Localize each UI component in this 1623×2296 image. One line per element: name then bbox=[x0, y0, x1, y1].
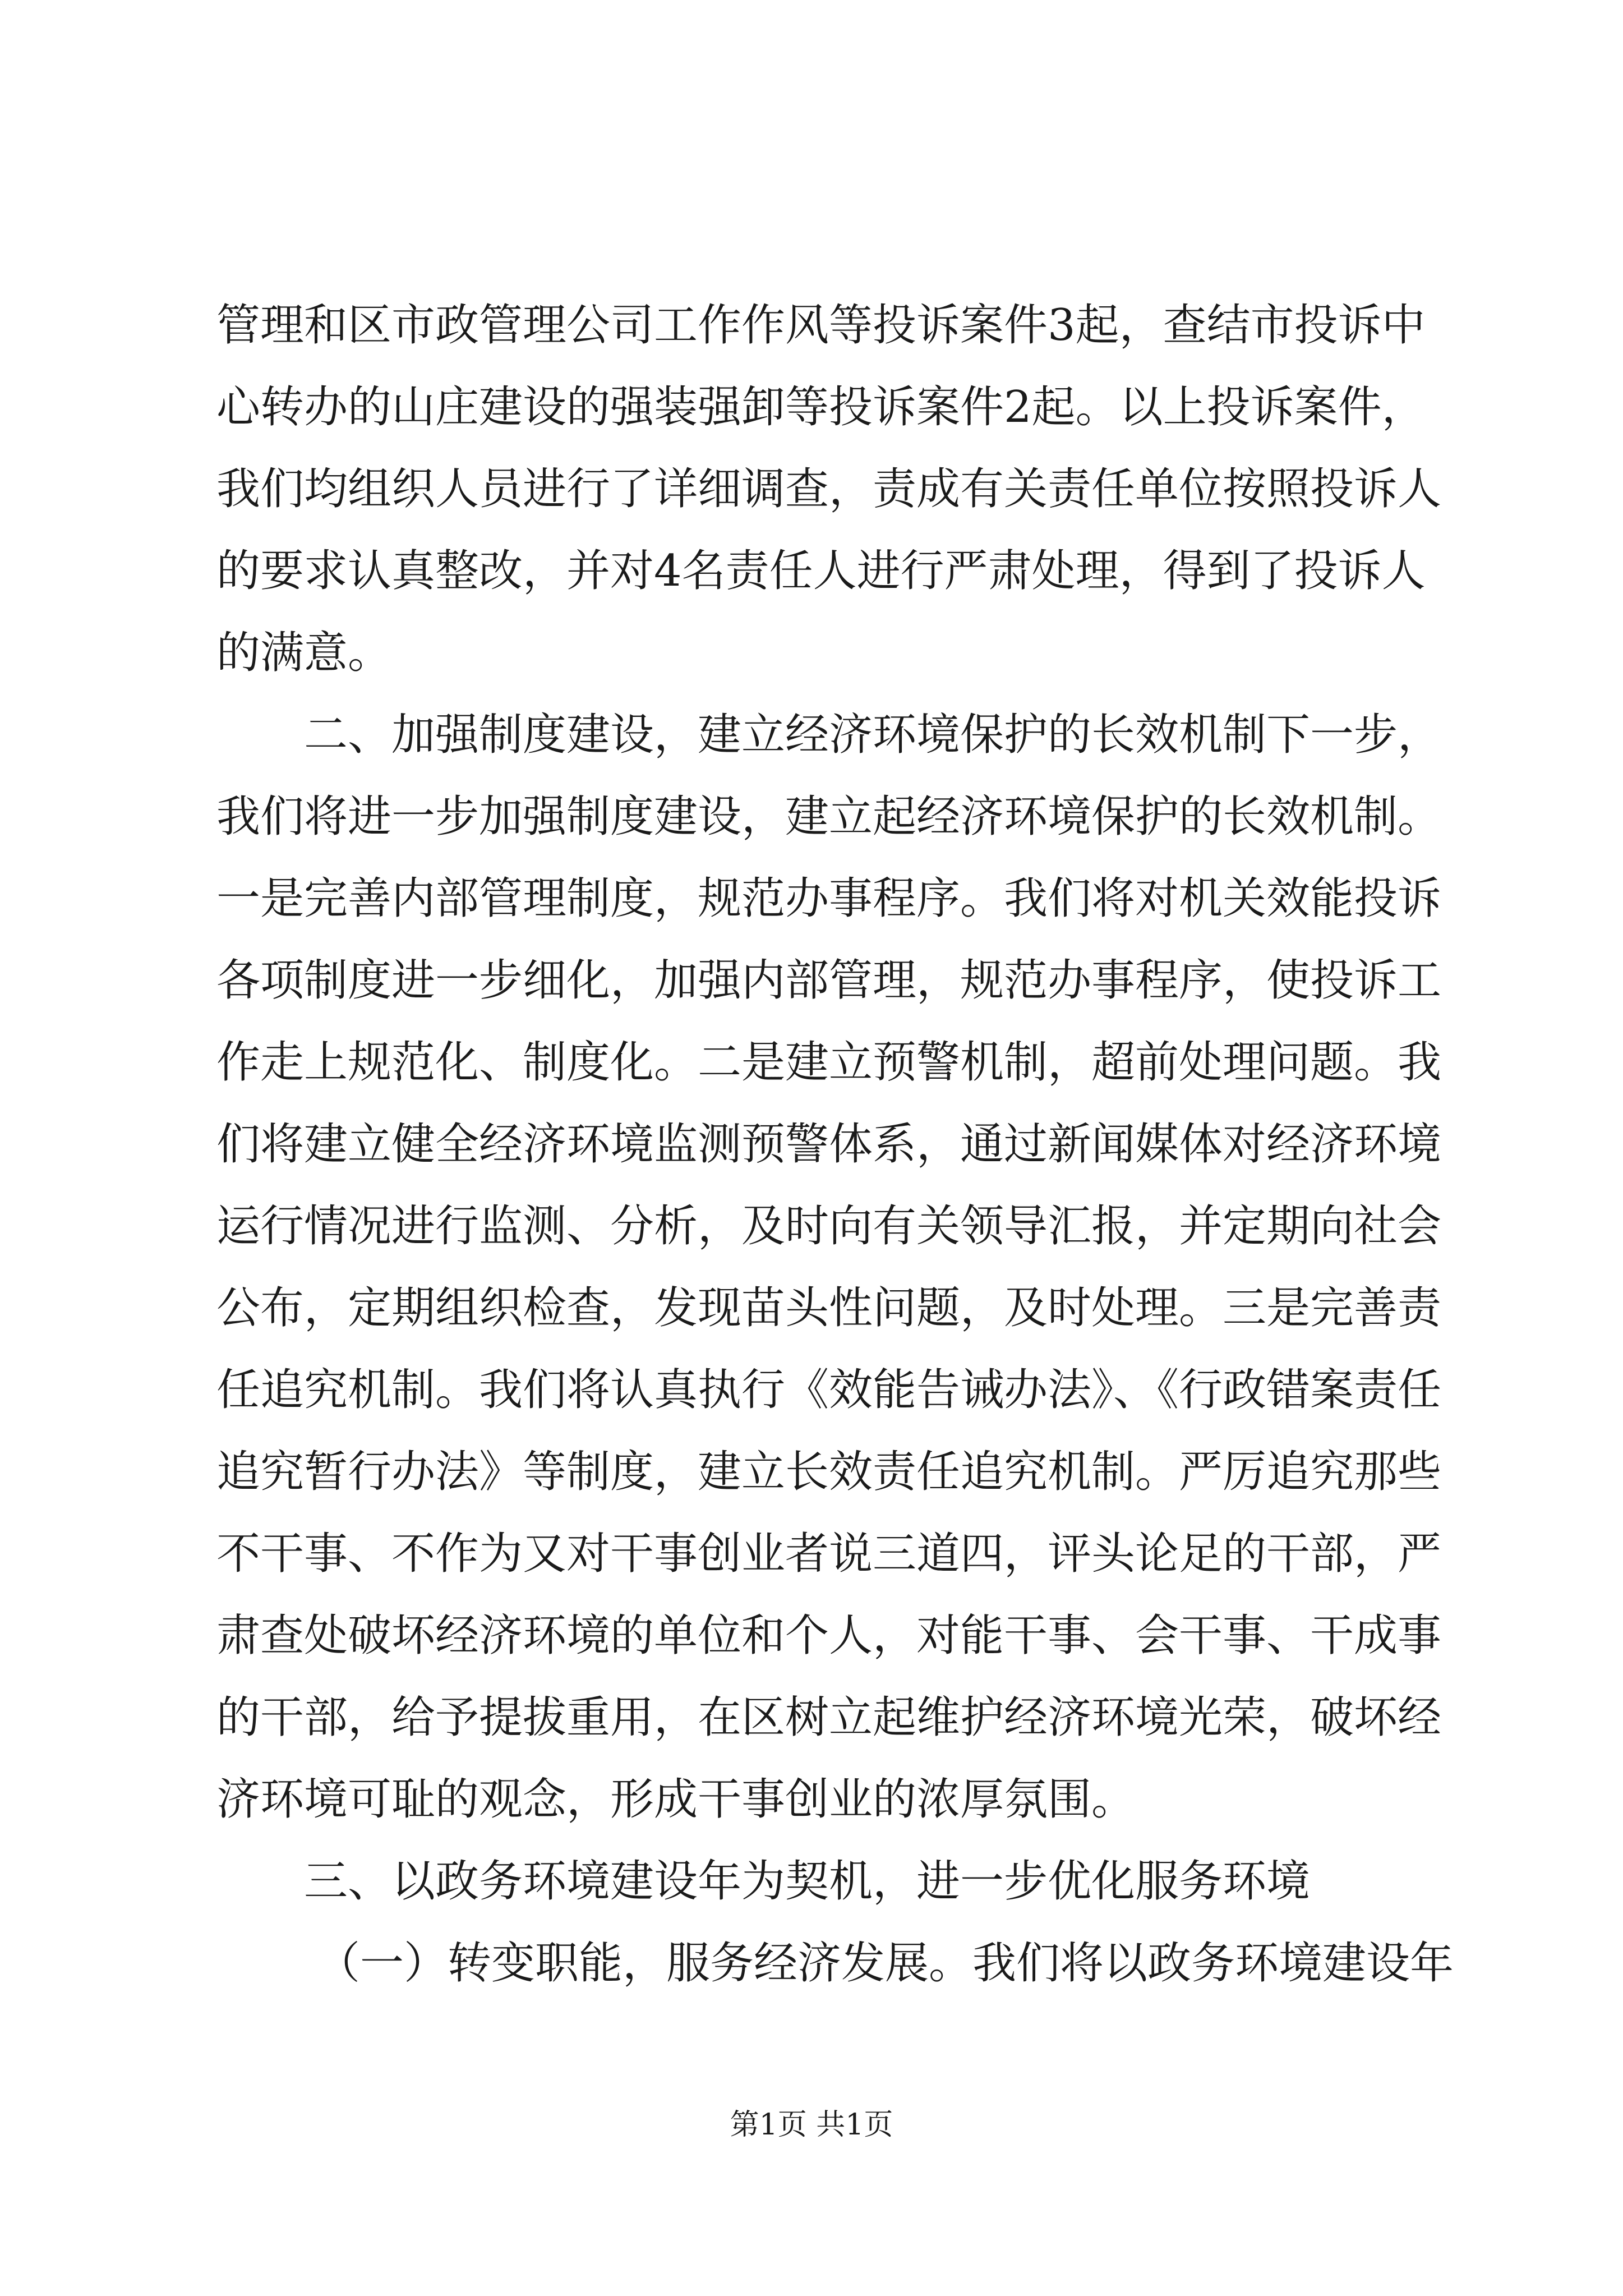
text-line: 的干部，给予提拔重用，在区树立起维护经济环境光荣，破坏经 bbox=[216, 1692, 1442, 1743]
text-line: 的满意。 bbox=[216, 628, 392, 678]
page-number: 第1页 共1页 bbox=[730, 2108, 893, 2142]
text-line: 的要求认真整改，并对4名责任人进行严肃处理，得到了投诉人 bbox=[216, 546, 1426, 596]
text-line: 各项制度进一步细化，加强内部管理，规范办事程序，使投诉工 bbox=[216, 955, 1442, 1006]
subsection-heading-1: （一）转变职能，服务经济发展。我们将以政务环境建设年 bbox=[316, 1938, 1454, 1989]
text-line: 济环境可耻的观念，形成干事创业的浓厚氛围。 bbox=[216, 1774, 1136, 1825]
text-line: 们将建立健全经济环境监测预警体系，通过新闻媒体对经济环境 bbox=[216, 1119, 1442, 1170]
text-line: 我们均组织人员进行了详细调查，责成有关责任单位按照投诉人 bbox=[216, 464, 1442, 514]
text-line: 公布，定期组织检查，发现苗头性问题，及时处理。三是完善责 bbox=[216, 1283, 1442, 1333]
text-line: 心转办的山庄建设的强装强卸等投诉案件2起。以上投诉案件， bbox=[216, 382, 1426, 432]
text-line: 追究暂行办法》等制度，建立长效责任追究机制。严厉追究那些 bbox=[216, 1447, 1442, 1497]
text-line: 管理和区市政管理公司工作作风等投诉案件3起，查结市投诉中 bbox=[216, 300, 1426, 351]
text-line: 不干事、不作为又对干事创业者说三道四，评头论足的干部，严 bbox=[216, 1529, 1442, 1579]
text-line: 一是完善内部管理制度，规范办事程序。我们将对机关效能投诉 bbox=[216, 873, 1442, 924]
section-heading-3: 三、以政务环境建设年为契机，进一步优化服务环境 bbox=[304, 1856, 1311, 1907]
text-line: 任追究机制。我们将认真执行《效能告诫办法》、《行政错案责任 bbox=[216, 1365, 1442, 1415]
text-line: 运行情况进行监测、分析，及时向有关领导汇报，并定期向社会 bbox=[216, 1201, 1442, 1251]
section-heading-2: 二、加强制度建设，建立经济环境保护的长效机制下一步， bbox=[304, 710, 1442, 760]
text-line: 我们将进一步加强制度建设，建立起经济环境保护的长效机制。 bbox=[216, 792, 1442, 842]
text-line: 作走上规范化、制度化。二是建立预警机制，超前处理问题。我 bbox=[216, 1037, 1442, 1088]
text-line: 肃查处破坏经济环境的单位和个人，对能干事、会干事、干成事 bbox=[216, 1611, 1442, 1661]
